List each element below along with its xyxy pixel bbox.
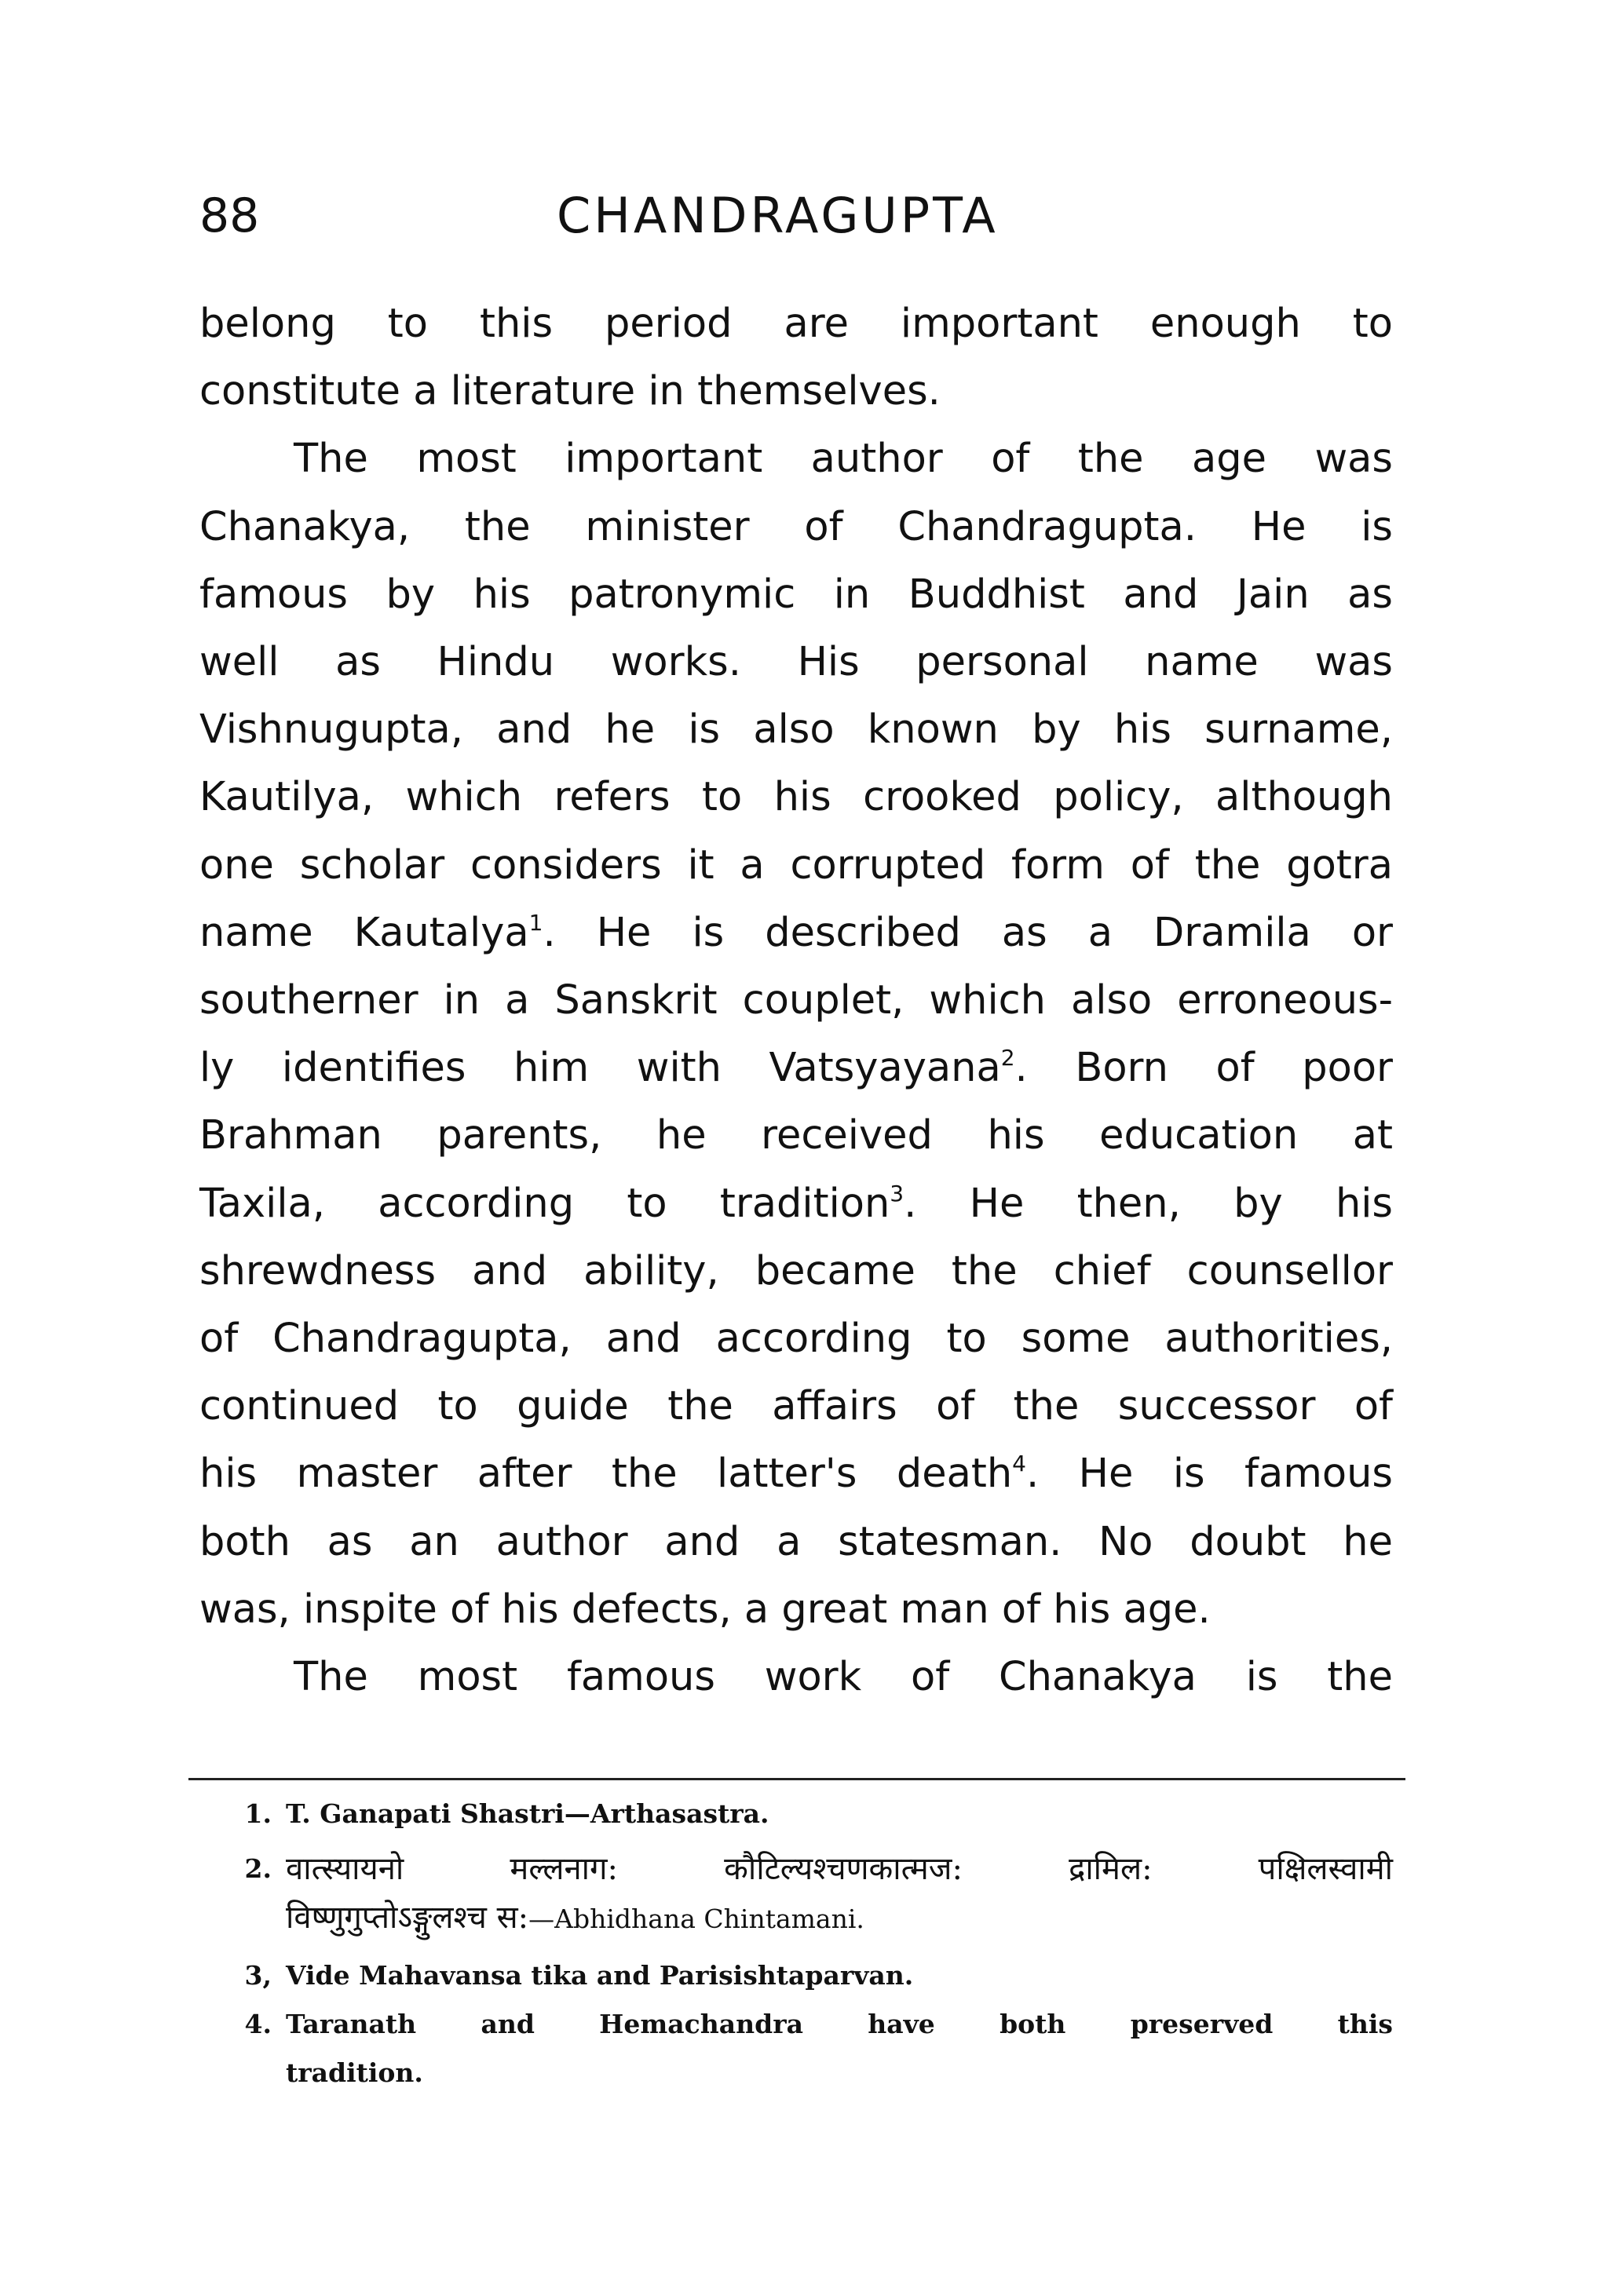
footnote-ref-2: 2	[1000, 1045, 1015, 1071]
footnote-text: T. Ganapati Shastri—Arthasastra.	[286, 1798, 769, 1829]
footnote-number: 4.	[244, 2009, 272, 2039]
footnote-source: —Abhidhana Chintamani.	[528, 1904, 864, 1934]
text-line	[199, 1035, 1393, 1102]
footnote-divider	[188, 1778, 1405, 1780]
footnote-sanskrit-line: विष्णुगुप्तोऽङ्गुलश्च स:	[286, 1900, 529, 1936]
text-fragment: . He is described as a Dramila or	[543, 909, 1393, 956]
text-fragment: . He is famous	[1026, 1451, 1393, 1498]
text-line: was, inspite of his defects, a great man of his age.	[199, 1586, 1211, 1633]
text-fragment: . He then, by his	[904, 1180, 1394, 1227]
footnote-2	[199, 1845, 1393, 1944]
footnote-sanskrit-line: वात्स्यायनो मल्लनाग: कौटिल्यश्चणकात्मज: द्रामिल: पक्षिलस्वामी	[286, 1851, 1393, 1887]
footnote-ref-4: 4	[1012, 1451, 1026, 1477]
paragraph-2	[199, 425, 1393, 1644]
text-line: Chanakya, the minister of Chandragupta. He is	[199, 503, 1393, 550]
footnote-4	[199, 2000, 1393, 2097]
text-line: both as an author and a statesman. No doubt he	[199, 1518, 1393, 1565]
text-line: belong to this period are important enough to	[199, 301, 1393, 347]
footnote-3	[199, 1951, 1393, 2000]
body-text	[199, 290, 1393, 1711]
running-title: CHANDRAGUPTA	[557, 187, 999, 244]
text-line: Brahman parents, he received his education at	[199, 1112, 1393, 1159]
footnote-1	[199, 1790, 1393, 1838]
footnote-number: 3,	[244, 1960, 272, 1991]
footnote-number: 1.	[244, 1798, 272, 1829]
text-line	[199, 1440, 1393, 1508]
footnote-text: Taranath and Hemachandra have both preserved this	[286, 2009, 1393, 2039]
text-fragment: name Kautalya	[199, 909, 529, 956]
text-line: Vishnugupta, and he is also known by his surname,	[199, 706, 1393, 754]
text-fragment: Taxila, according to tradition	[199, 1180, 890, 1227]
text-line: of Chandragupta, and according to some authorities,	[199, 1316, 1393, 1363]
text-fragment: ly identifies him with Vatsyayana	[199, 1045, 1001, 1092]
footnote-ref-3: 3	[890, 1180, 904, 1206]
text-line	[199, 1170, 1393, 1238]
text-line: constitute a literature in themselves.	[199, 368, 941, 415]
page-number: 88	[199, 188, 260, 243]
text-line	[199, 900, 1393, 967]
paragraph-3	[199, 1644, 1393, 1711]
text-line: southerner in a Sanskrit couplet, which also erroneous-	[199, 977, 1393, 1024]
text-fragment: his master after the latter's death	[199, 1451, 1013, 1498]
text-fragment: . Born of poor	[1014, 1045, 1393, 1092]
page-header	[199, 177, 1377, 255]
text-line: famous by his patronymic in Buddhist and Jain as	[199, 571, 1393, 618]
text-line: one scholar considers it a corrupted form of the gotra	[199, 841, 1393, 889]
footnote-number: 2.	[244, 1853, 272, 1884]
footnotes	[199, 1790, 1393, 2097]
footnote-text: tradition.	[286, 2057, 423, 2088]
text-line: The most important author of the age was	[294, 436, 1393, 483]
footnote-ref-1: 1	[528, 909, 543, 936]
text-line: The most famous work of Chanakya is the	[294, 1654, 1393, 1701]
paragraph-1	[199, 290, 1393, 425]
text-line: shrewdness and ability, became the chief counsellor	[199, 1247, 1393, 1294]
footnote-text: Vide Mahavansa tika and Parisishtaparvan.	[286, 1960, 914, 1991]
text-line: continued to guide the affairs of the successor of	[199, 1383, 1393, 1430]
text-line: well as Hindu works. His personal name was	[199, 639, 1393, 686]
text-line: Kautilya, which refers to his crooked policy, although	[199, 774, 1393, 821]
